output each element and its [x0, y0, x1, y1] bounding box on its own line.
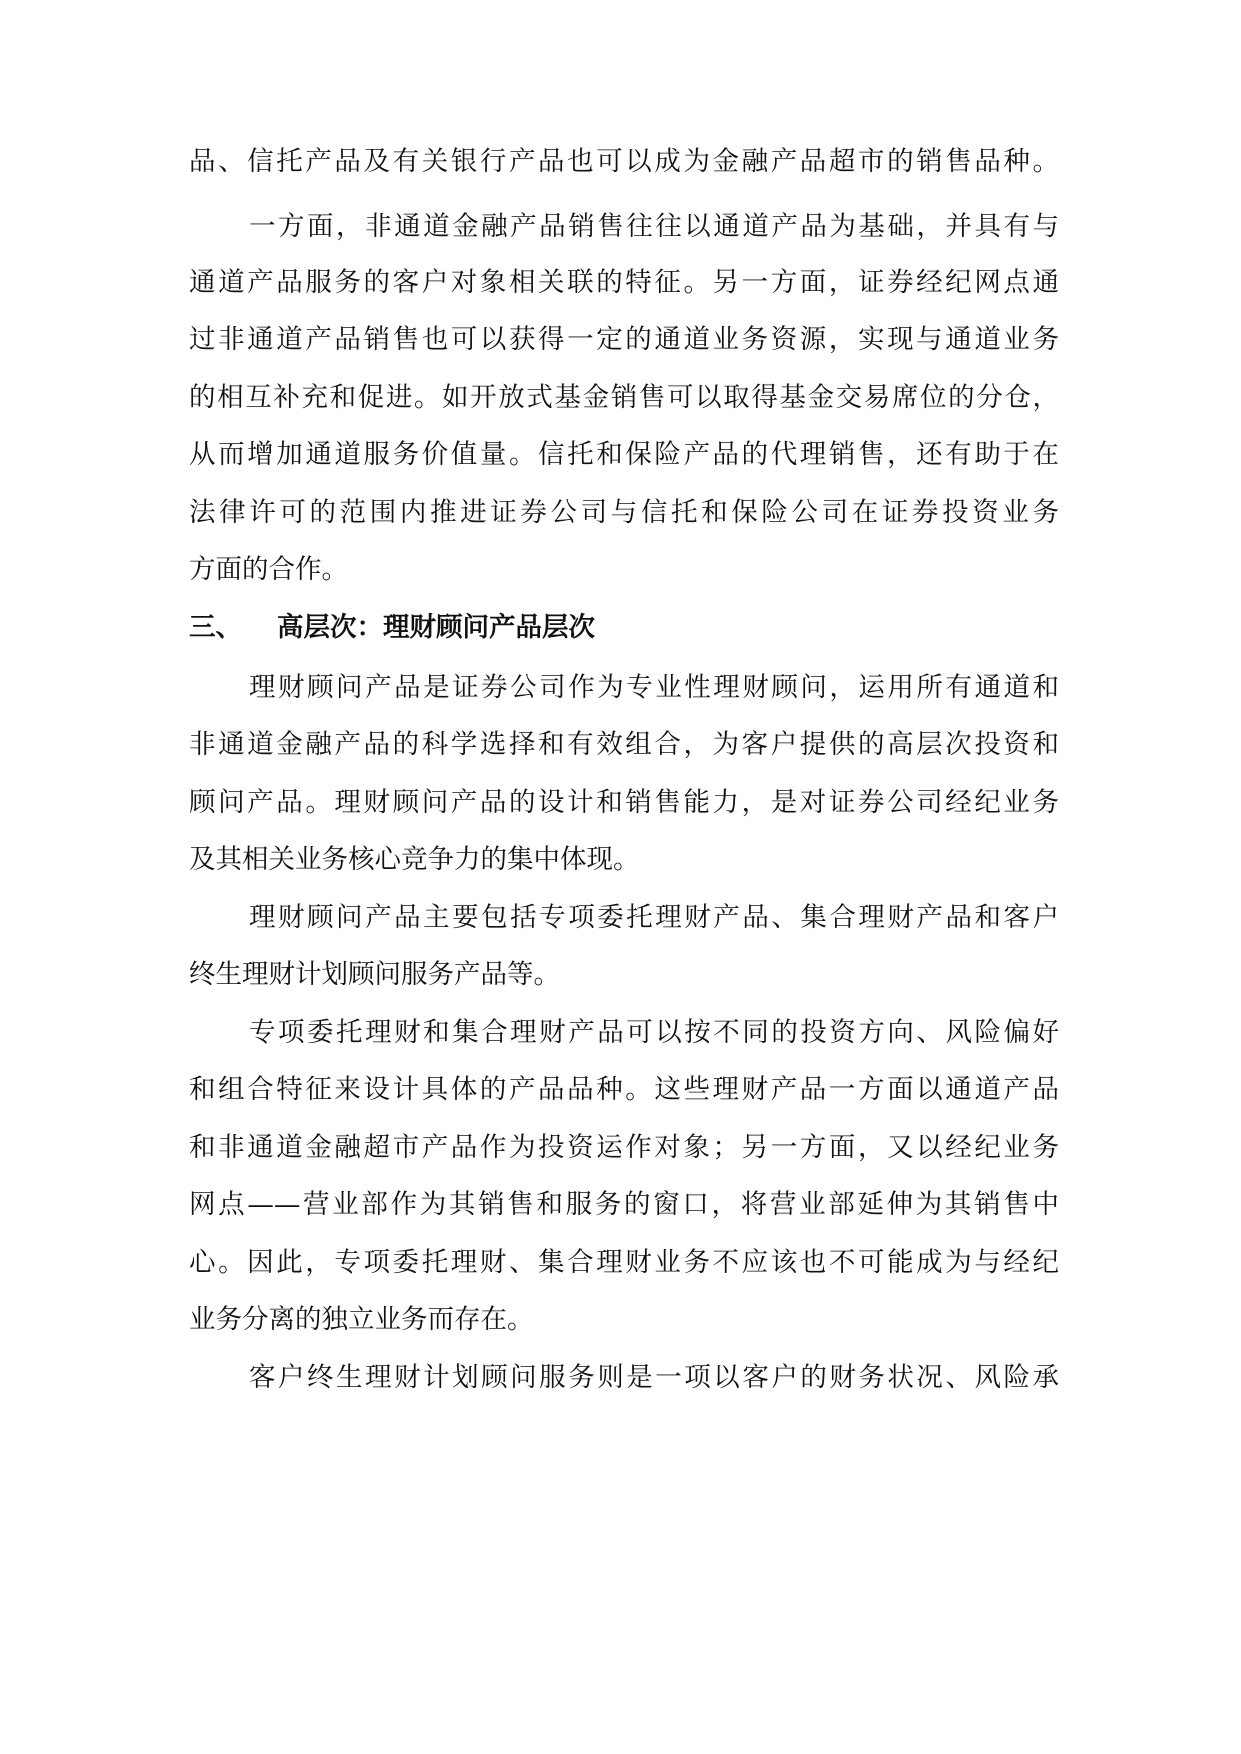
paragraph-line: 理财顾问产品是证券公司作为专业性理财顾问，运用所有通道和 — [249, 672, 1059, 703]
section-number: 三、 — [189, 612, 242, 643]
paragraph-line: 心。因此，专项委托理财、集合理财业务不应该也不可能成为与经纪 — [189, 1247, 1059, 1278]
paragraph-line: 理财顾问产品主要包括专项委托理财产品、集合理财产品和客户 — [249, 902, 1059, 933]
paragraph-line: 网点——营业部作为其销售和服务的窗口，将营业部延伸为其销售中 — [189, 1189, 1059, 1220]
section-heading — [189, 596, 1059, 660]
paragraph-line: 的相互补充和促进。如开放式基金销售可以取得基金交易席位的分仓， — [189, 382, 1059, 413]
paragraph-line: 顾问产品。理财顾问产品的设计和销售能力，是对证券公司经纪业务 — [189, 787, 1059, 818]
paragraph-line: 专项委托理财和集合理财产品可以按不同的投资方向、风险偏好 — [249, 1017, 1059, 1048]
paragraph-line: 一方面，非通道金融产品销售往往以通道产品为基础，并具有与 — [249, 211, 1059, 242]
paragraph-line: 法律许可的范围内推进证券公司与信托和保险公司在证券投资业务 — [189, 497, 1059, 528]
paragraph-line: 品、信托产品及有关银行产品也可以成为金融产品超市的销售品种。 — [189, 146, 1059, 177]
paragraph-line: 和组合特征来设计具体的产品品种。这些理财产品一方面以通道产品 — [189, 1074, 1059, 1105]
paragraph-line: 过非通道产品销售也可以获得一定的通道业务资源，实现与通道业务 — [189, 324, 1059, 355]
paragraph-line: 及其相关业务核心竞争力的集中体现。 — [189, 844, 640, 875]
paragraph-line: 和非通道金融超市产品作为投资运作对象；另一方面，又以经纪业务 — [189, 1132, 1059, 1163]
paragraph-line: 终生理财计划顾问服务产品等。 — [189, 959, 560, 990]
paragraph-line: 从而增加通道服务价值量。信托和保险产品的代理销售，还有助于在 — [189, 439, 1059, 470]
paragraph-line: 业务分离的独立业务而存在。 — [189, 1304, 534, 1335]
section-title: 高层次：理财顾问产品层次 — [277, 612, 595, 643]
paragraph-line: 通道产品服务的客户对象相关联的特征。另一方面，证券经纪网点通 — [189, 267, 1059, 298]
paragraph-line: 客户终生理财计划顾问服务则是一项以客户的财务状况、风险承 — [249, 1362, 1059, 1393]
paragraph-line: 方面的合作。 — [189, 554, 348, 585]
paragraph-line: 非通道金融产品的科学选择和有效组合，为客户提供的高层次投资和 — [189, 729, 1059, 760]
